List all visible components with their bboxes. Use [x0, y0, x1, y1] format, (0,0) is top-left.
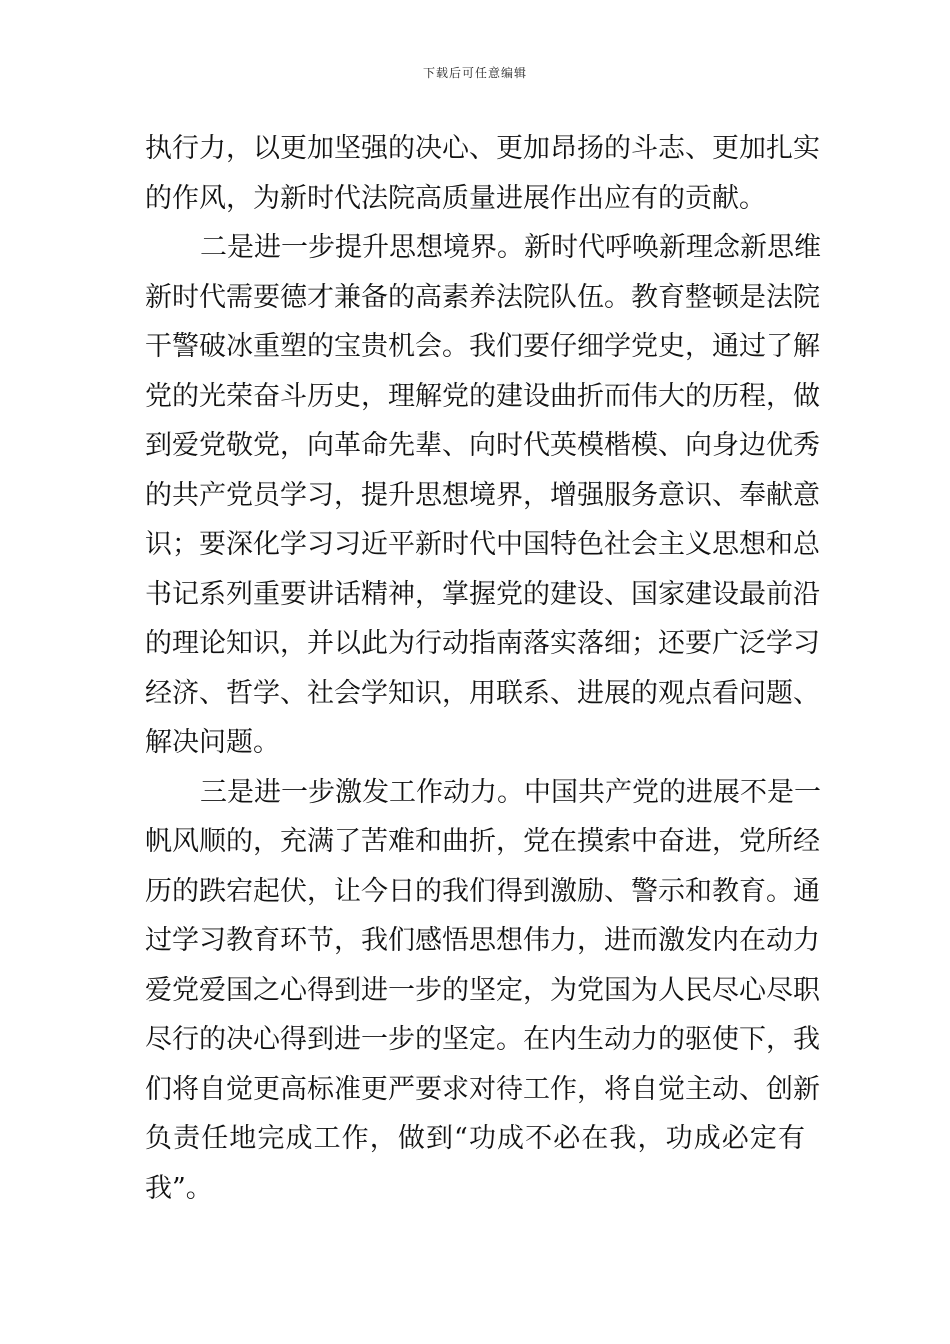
text-line: 干警破冰重塑的宝贵机会。我们要仔细学党史，通过了解: [145, 331, 820, 362]
text-line: 解决问题。: [145, 727, 280, 758]
text-line: 新时代需要德才兼备的高素养法院队伍。教育整顿是法院: [145, 281, 820, 313]
text-line: 二是进一步提升思想境界。新时代呼唤新理念新思维: [200, 232, 821, 263]
text-line: 识；要深化学习习近平新时代中国特色社会主义思想和总: [145, 529, 820, 560]
text-line: 帆风顺的，充满了苦难和曲折，党在摸索中奋进，党所经: [145, 826, 820, 857]
text-line: 过学习教育环节，我们感悟思想伟力，进而激发内在动力: [145, 925, 820, 956]
text-line: 书记系列重要讲话精神，掌握党的建设、国家建设最前沿: [145, 578, 820, 610]
paragraph: [145, 223, 821, 768]
text-line: 爱党爱国之心得到进一步的坚定，为党国为人民尽心尽职: [145, 974, 820, 1006]
text-line: 历的跌宕起伏，让今日的我们得到激励、警示和教育。通: [145, 875, 820, 907]
text-line: 的作风，为新时代法院高质量进展作出应有的贡献。: [145, 182, 766, 214]
page-header: 下载后可任意编辑: [422, 66, 527, 80]
text-line: 执行力，以更加坚强的决心、更加昂扬的斗志、更加扎实: [145, 133, 820, 164]
text-line: 到爱党敬党，向革命先辈、向时代英模楷模、向身边优秀: [145, 430, 820, 461]
document-body: [145, 124, 821, 1213]
text-line: 负责任地完成工作，做到“功成不必在我，功成必定有: [145, 1123, 805, 1154]
text-line: 三是进一步激发工作动力。中国共产党的进展不是一: [200, 776, 821, 808]
text-line: 的理论知识，并以此为行动指南落实落细；还要广泛学习: [145, 628, 820, 659]
text-line: 们将自觉更高标准更严要求对待工作，将自觉主动、创新: [145, 1073, 820, 1105]
text-line: 我”。: [145, 1172, 213, 1204]
text-line: 的共产党员学习，提升思想境界，增强服务意识、奉献意: [145, 479, 820, 511]
paragraph: [145, 768, 821, 1214]
text-line: 尽行的决心得到进一步的坚定。在内生动力的驱使下，我: [145, 1024, 820, 1055]
paragraph: [145, 124, 820, 223]
text-line: 党的光荣奋斗历史，理解党的建设曲折而伟大的历程，做: [145, 380, 820, 412]
text-line: 经济、哲学、社会学知识，用联系、进展的观点看问题、: [145, 677, 820, 709]
